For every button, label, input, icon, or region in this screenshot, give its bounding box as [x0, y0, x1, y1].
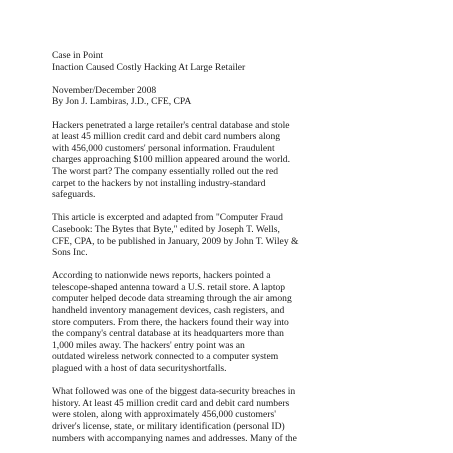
text-line: What followed was one of the biggest data-security breaches in — [52, 386, 296, 398]
text-line: The worst part? The company essentially rolled out the red — [52, 165, 279, 177]
text-line: history. At least 45 million credit card and debit card numbers — [52, 397, 290, 409]
text-line: CFE, CPA, to be published in January, 2009 by John T. Wiley & — [52, 235, 299, 247]
text-line: carpet to the hackers by not installing industry-standard — [52, 177, 266, 189]
paragraph-news-reports — [52, 270, 404, 374]
publication-date: November/December 2008 — [52, 84, 157, 96]
text-line: 1,000 miles away. The hackers' entry point was an — [52, 339, 245, 351]
article-byline — [52, 85, 404, 108]
text-line: the company's central database at its headquarters more than — [52, 328, 284, 340]
article-body — [52, 50, 404, 444]
text-line: charges approaching $100 million appeared around the world. — [52, 154, 290, 166]
text-line: at least 45 million credit card and debit card numbers along — [52, 131, 281, 143]
text-line: computer helped decode data streaming through the air among — [52, 293, 292, 305]
text-line: Hackers penetrated a large retailer's central database and stole — [52, 119, 290, 131]
text-line: plagued with a host of data securityshortfalls. — [52, 363, 227, 375]
author-line: By Jon J. Lambiras, J.D., CFE, CPA — [52, 96, 192, 108]
paragraph-source-note — [52, 212, 404, 258]
text-line: handheld inventory management devices, cash registers, and — [52, 305, 285, 317]
text-line: numbers with accompanying names and addresses. Many of the — [52, 432, 297, 444]
paragraph-intro — [52, 120, 404, 201]
text-line: outdated wireless network connected to a computer system — [52, 351, 279, 363]
text-line: were stolen, along with approximately 456,000 customers' — [52, 409, 276, 421]
text-line: Sons Inc. — [52, 247, 88, 259]
text-line: driver's license, state, or military identification (personal ID) — [52, 421, 285, 432]
text-line: This article is excerpted and adapted from "Computer Fraud — [52, 212, 283, 224]
text-line: store computers. From there, the hackers found their way into — [52, 316, 289, 328]
article-headline: Inaction Caused Costly Hacking At Large Retailer — [52, 61, 246, 73]
series-label: Case in Point — [52, 50, 104, 61]
text-line: with 456,000 customers' personal information. Fraudulent — [52, 142, 275, 154]
text-line: Casebook: The Bytes that Byte," edited by Joseph T. Wells, — [52, 223, 280, 235]
article-header — [52, 50, 404, 73]
text-line: safeguards. — [52, 189, 96, 201]
paragraph-breach-scale — [52, 386, 404, 444]
text-line: telescope-shaped antenna toward a U.S. retail store. A laptop — [52, 281, 286, 293]
text-line: According to nationwide news reports, hackers pointed a — [52, 270, 271, 282]
